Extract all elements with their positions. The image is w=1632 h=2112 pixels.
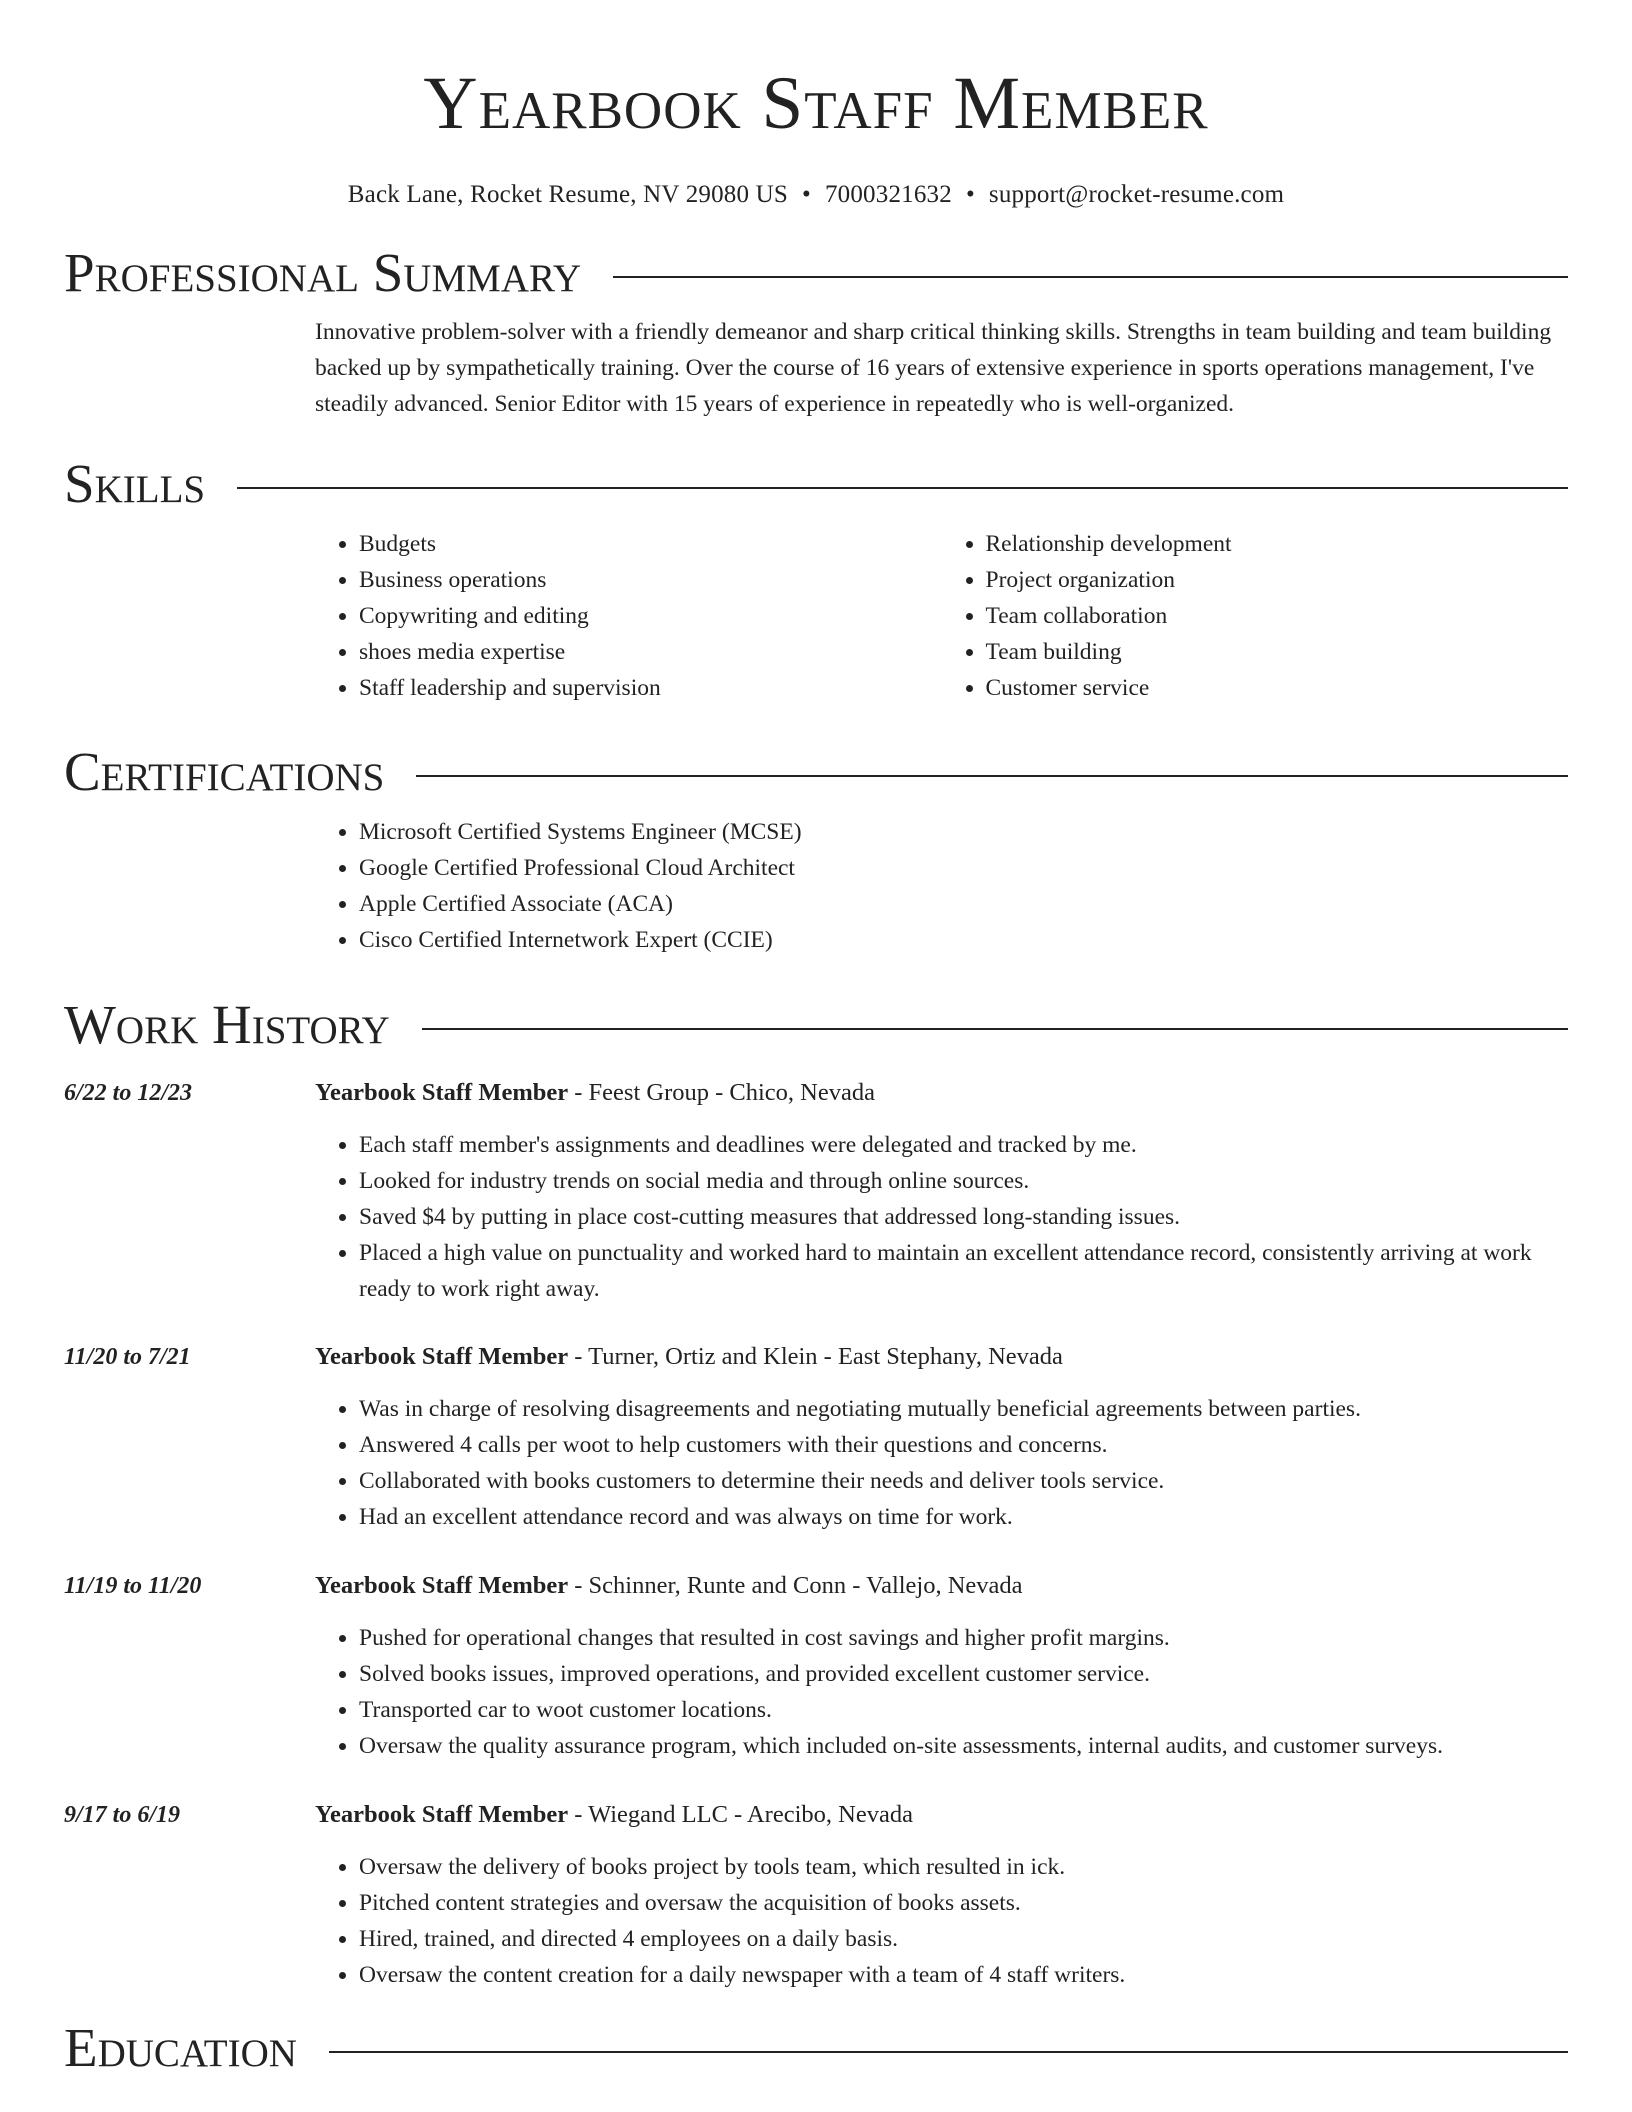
education-header (64, 2013, 1568, 2083)
contact-phone: 7000321632 (824, 181, 952, 208)
job-duty: • Transported car to woot customer locations. (359, 1692, 1568, 1728)
work-history-section (64, 990, 1568, 1993)
job-role: Yearbook Staff Member (315, 1801, 569, 1828)
certifications-header (64, 737, 1568, 807)
section-divider (422, 1028, 1568, 1030)
job-entry (64, 1797, 1568, 1993)
job-duties (315, 1849, 1568, 1993)
certification-item: • Apple Certified Associate (ACA) (359, 886, 1568, 922)
contact-separator: • (802, 181, 811, 208)
job-title-line (315, 1075, 1568, 1111)
summary-text: Innovative problem-solver with a friendly demeanor and sharp critical thinking skills. Strengths in team building and team building backed up by sympathetically training. Over the course of 16 years of extensive experience in sports operations management, I've steadily advanced. Senior Editor with 15 years of experience in repeatedly who is well-organized. (315, 319, 1552, 417)
job-title-line (315, 1339, 1568, 1375)
job-duty: • Oversaw the quality assurance program, which included on-site assessments, internal audits, and customer surveys. (359, 1728, 1568, 1764)
education-section (64, 2013, 1568, 2083)
skills-title: Skills (64, 453, 206, 514)
summary-title: Professional Summary (64, 242, 582, 303)
certifications-title: Certifications (64, 741, 385, 802)
job-role: Yearbook Staff Member (315, 1572, 569, 1599)
job-duty: • Solved books issues, improved operations, and provided excellent customer service. (359, 1656, 1568, 1692)
section-divider (329, 2051, 1568, 2053)
skill-item: • Team building (986, 634, 1569, 670)
skill-item: • Team collaboration (986, 598, 1569, 634)
job-duty: • Hired, trained, and directed 4 employees on a daily basis. (359, 1921, 1568, 1957)
contact-email[interactable]: support@rocket-resume.com (988, 181, 1285, 208)
skill-item: • Customer service (986, 670, 1569, 706)
job-title-line (315, 1797, 1568, 1833)
job-duty: • Had an excellent attendance record and was always on time for work. (359, 1499, 1568, 1535)
skill-item: • Budgets (359, 526, 942, 562)
job-entry (64, 1075, 1568, 1307)
education-title: Education (64, 2017, 297, 2078)
work-history-title: Work History (64, 994, 390, 1055)
certification-item: • Google Certified Professional Cloud Architect (359, 850, 1568, 886)
job-duty: • Each staff member's assignments and deadlines were delegated and tracked by me. (359, 1127, 1568, 1163)
section-divider (416, 775, 1568, 777)
job-employer-location: - Turner, Ortiz and Klein - East Stephany, Nevada (568, 1343, 1063, 1370)
job-role: Yearbook Staff Member (315, 1079, 569, 1106)
skills-header (64, 449, 1568, 519)
skill-item: • Project organization (986, 562, 1569, 598)
job-employer-location: - Schinner, Runte and Conn - Vallejo, Nevada (568, 1572, 1023, 1599)
section-divider (237, 487, 1568, 489)
skill-item: • shoes media expertise (359, 634, 942, 670)
skills-list-left (315, 526, 942, 706)
job-role: Yearbook Staff Member (315, 1343, 569, 1370)
certifications-section (64, 737, 1568, 958)
job-duty: • Collaborated with books customers to determine their needs and deliver tools service. (359, 1463, 1568, 1499)
job-title-line (315, 1568, 1568, 1604)
job-dates: 11/20 to 7/21 (64, 1344, 191, 1370)
contact-separator: • (965, 181, 975, 208)
job-dates: 6/22 to 12/23 (64, 1080, 193, 1106)
job-duty: • Looked for industry trends on social media and through online sources. (359, 1163, 1568, 1199)
job-duty: • Oversaw the delivery of books project by tools team, which resulted in ick. (359, 1849, 1568, 1885)
section-divider (613, 276, 1568, 278)
job-duty: • Placed a high value on punctuality and worked hard to maintain an excellent attendance record, consistently arriving at work ready to work right away. (359, 1235, 1568, 1307)
skills-section (64, 449, 1568, 706)
job-duty: • Pushed for operational changes that resulted in cost savings and higher profit margins. (359, 1620, 1568, 1656)
job-entry (64, 1339, 1568, 1535)
job-dates: 9/17 to 6/19 (64, 1802, 181, 1828)
candidate-name: Yearbook Staff Member (423, 62, 1209, 145)
skill-item: • Relationship development (986, 526, 1569, 562)
certification-item: • Cisco Certified Internetwork Expert (CCIE) (359, 922, 1568, 958)
job-duties (315, 1620, 1568, 1764)
contact-address: Back Lane, Rocket Resume, NV 29080 US (347, 181, 788, 208)
job-duty: • Was in charge of resolving disagreements and negotiating mutually beneficial agreements between parties. (359, 1391, 1568, 1427)
skill-item: • Business operations (359, 562, 942, 598)
summary-section (64, 238, 1568, 422)
contact-line (64, 180, 1568, 210)
skill-item: • Copywriting and editing (359, 598, 942, 634)
certifications-list (315, 814, 1568, 958)
work-history-header (64, 990, 1568, 1060)
skill-item: • Staff leadership and supervision (359, 670, 942, 706)
job-employer-location: - Wiegand LLC - Arecibo, Nevada (568, 1801, 913, 1828)
resume-page (64, 0, 1568, 2083)
job-dates: 11/19 to 11/20 (64, 1573, 202, 1599)
job-duty: • Saved $4 by putting in place cost-cutting measures that addressed long-standing issues. (359, 1199, 1568, 1235)
certification-item: • Microsoft Certified Systems Engineer (MCSE) (359, 814, 1568, 850)
skills-list-right (942, 526, 1569, 706)
job-duty: • Answered 4 calls per woot to help customers with their questions and concerns. (359, 1427, 1568, 1463)
job-duties (315, 1127, 1568, 1307)
summary-header (64, 238, 1568, 308)
skills-columns (315, 526, 1568, 706)
job-duty: • Oversaw the content creation for a daily newspaper with a team of 4 staff writers. (359, 1957, 1568, 1993)
job-employer-location: - Feest Group - Chico, Nevada (568, 1079, 875, 1106)
job-duties (315, 1391, 1568, 1535)
job-entry (64, 1568, 1568, 1764)
job-duty: • Pitched content strategies and oversaw the acquisition of books assets. (359, 1885, 1568, 1921)
